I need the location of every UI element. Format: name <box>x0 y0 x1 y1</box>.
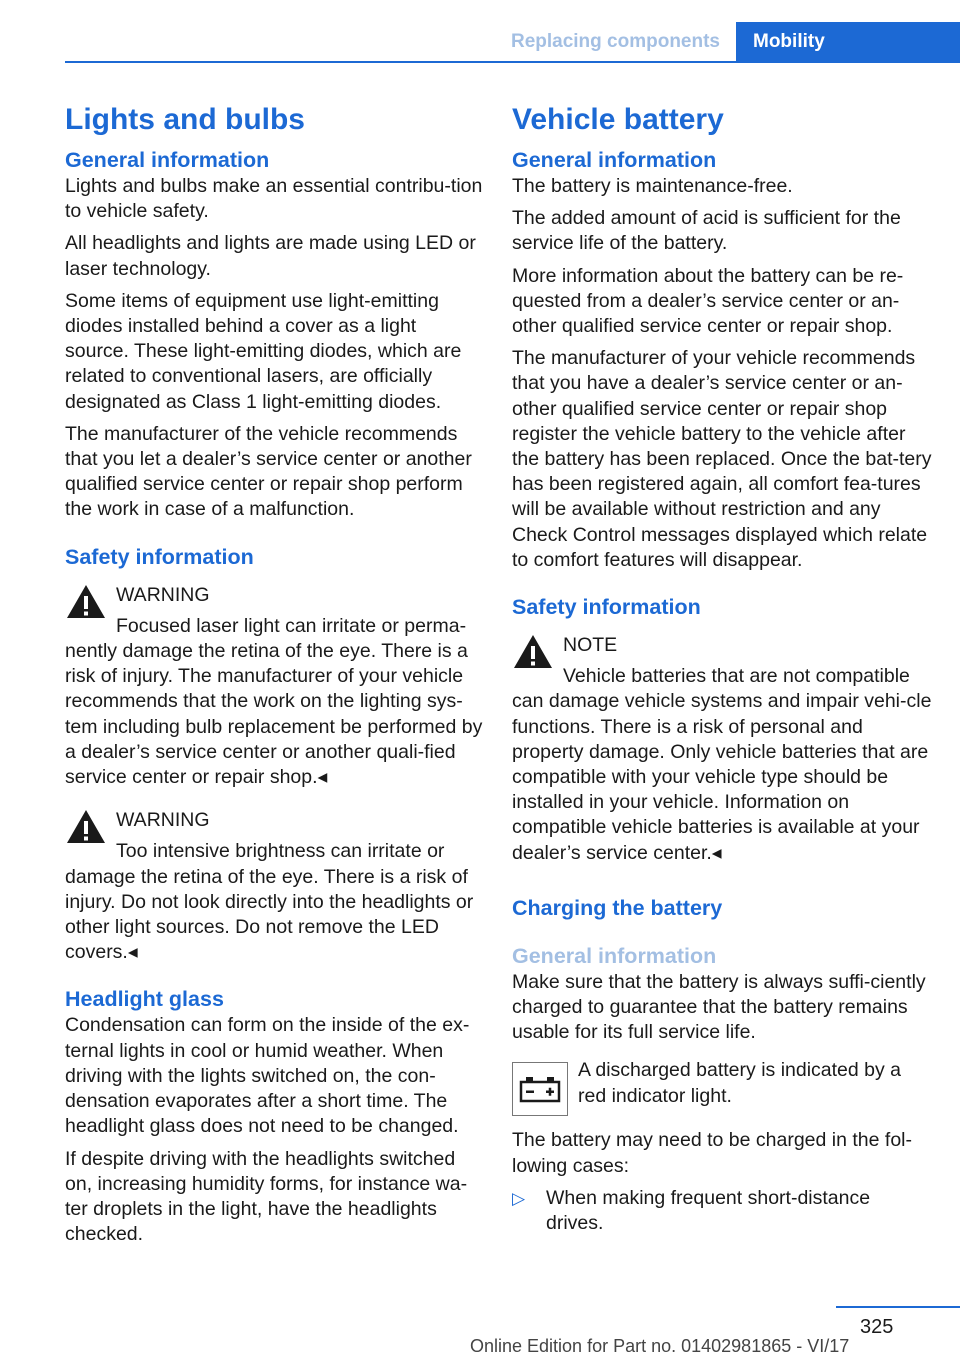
note-first-line: Vehicle batteries that are not compatible <box>563 665 910 688</box>
warning-label: WARNING <box>116 583 210 606</box>
header-tabs <box>495 22 960 62</box>
paragraph: The added amount of acid is sufficient for the service life of the battery. <box>512 207 901 255</box>
warning-block <box>65 808 483 965</box>
paragraph: Lights and bulbs make an essential contribu‐tion to vehicle safety. <box>65 175 483 223</box>
right-column <box>512 100 932 1236</box>
lights-general-heading: General information <box>65 148 270 172</box>
paragraph: The battery may need to be charged in the fol‐lowing cases: <box>512 1129 912 1177</box>
charging-heading: Charging the battery <box>512 895 723 920</box>
warning-icon <box>65 808 107 845</box>
warning-icon <box>512 633 554 670</box>
paragraph: The battery is maintenance-free. <box>512 175 793 197</box>
list-item-text: When making frequent short-distance drives. <box>546 1186 871 1235</box>
page-number: 325 <box>860 1316 894 1338</box>
headlight-glass-heading: Headlight glass <box>65 987 224 1012</box>
charging-general-heading: General information <box>512 943 717 968</box>
page-rule <box>836 1306 960 1308</box>
triangle-bullet-icon: ▷ <box>512 1188 526 1208</box>
warning-icon <box>65 583 107 620</box>
battery-title: Vehicle battery <box>512 103 724 136</box>
lights-safety-heading: Safety information <box>65 544 254 569</box>
indicator-block <box>512 1058 932 1114</box>
list-item <box>512 1186 932 1236</box>
lights-title: Lights and bulbs <box>65 103 305 136</box>
battery-safety-heading: Safety information <box>512 595 701 620</box>
warning-first-line: Too intensive brightness can irritate or <box>116 840 445 863</box>
edition-footer: Online Edition for Part no. 01402981865 - VI/17 <box>470 1336 850 1356</box>
warning-label: WARNING <box>116 809 210 832</box>
note-label: NOTE <box>563 634 618 657</box>
battery-indicator-icon <box>512 1062 568 1116</box>
paragraph: The manufacturer of the vehicle recommends that you let a dealer’s service center or another qualified service center or repair shop perform the work in case of a malfunction. <box>65 422 472 521</box>
warning-first-line: Focused laser light can irritate or perma‐ <box>116 614 467 637</box>
warning-text: nently damage the retina of the eye. There is a risk of injury. The manufacturer of your vehicle recommends that the work on the lighting sys‐tem including bulb replacement be performed by a dealer’s service center or another quali‐fied service center or repair shop.◂ <box>65 640 483 789</box>
paragraph: Condensation can form on the inside of the ex‐ternal lights in cool or humid weather. When driving with the lights switched on, the con‐densation evaporates after a short time. The headlight glass does not need to be changed. <box>65 1014 470 1138</box>
indicator-text: A discharged battery is indicated by a red indicator light. <box>578 1059 902 1107</box>
header-rule <box>65 61 960 63</box>
section-tab[interactable]: Replacing components <box>495 22 736 62</box>
battery-general-heading: General information <box>512 148 717 172</box>
left-column <box>65 100 483 1247</box>
paragraph: The manufacturer of your vehicle recommends that you have a dealer’s service center or an‐other qualified service center or repair shop register the vehicle battery to the vehicle after the battery has been replaced. Once the bat‐tery has been registered again, all comfort fea‐tures will be available without restriction and any Check Control messages displayed which relate to comfort features will disappear. <box>512 347 932 571</box>
paragraph: If despite driving with the headlights switched on, increasing humidity forms, for instance wa‐ter droplets in the light, have the headlights checked. <box>65 1147 468 1246</box>
paragraph: Make sure that the battery is always suffi‐ciently charged to guarantee that the battery remains usable for its full service life. <box>512 970 926 1044</box>
warning-block <box>65 583 483 791</box>
paragraph: Some items of equipment use light-emitting diodes installed behind a cover as a light source. These light-emitting diodes, which are related to conventional lasers, are officially designated as Class 1 light-emitting diodes. <box>65 289 462 413</box>
warning-text: damage the retina of the eye. There is a risk of injury. Do not look directly into the headlights or other light sources. Do not remove the LED covers.◂ <box>65 865 474 964</box>
paragraph: All headlights and lights are made using LED or laser technology. <box>65 232 476 280</box>
chapter-tab[interactable]: Mobility <box>736 22 960 62</box>
note-text: can damage vehicle systems and impair vehi‐cle functions. There is a risk of personal and property damage. Only vehicle batteries that are compatible with your vehicle type should be installed in your vehicle. Information on compatible vehicle batteries is available at your dealer’s service center.◂ <box>512 690 932 864</box>
paragraph: More information about the battery can be re‐quested from a dealer’s service center or an‐other qualified service center or repair shop. <box>512 264 904 338</box>
note-block <box>512 633 932 866</box>
